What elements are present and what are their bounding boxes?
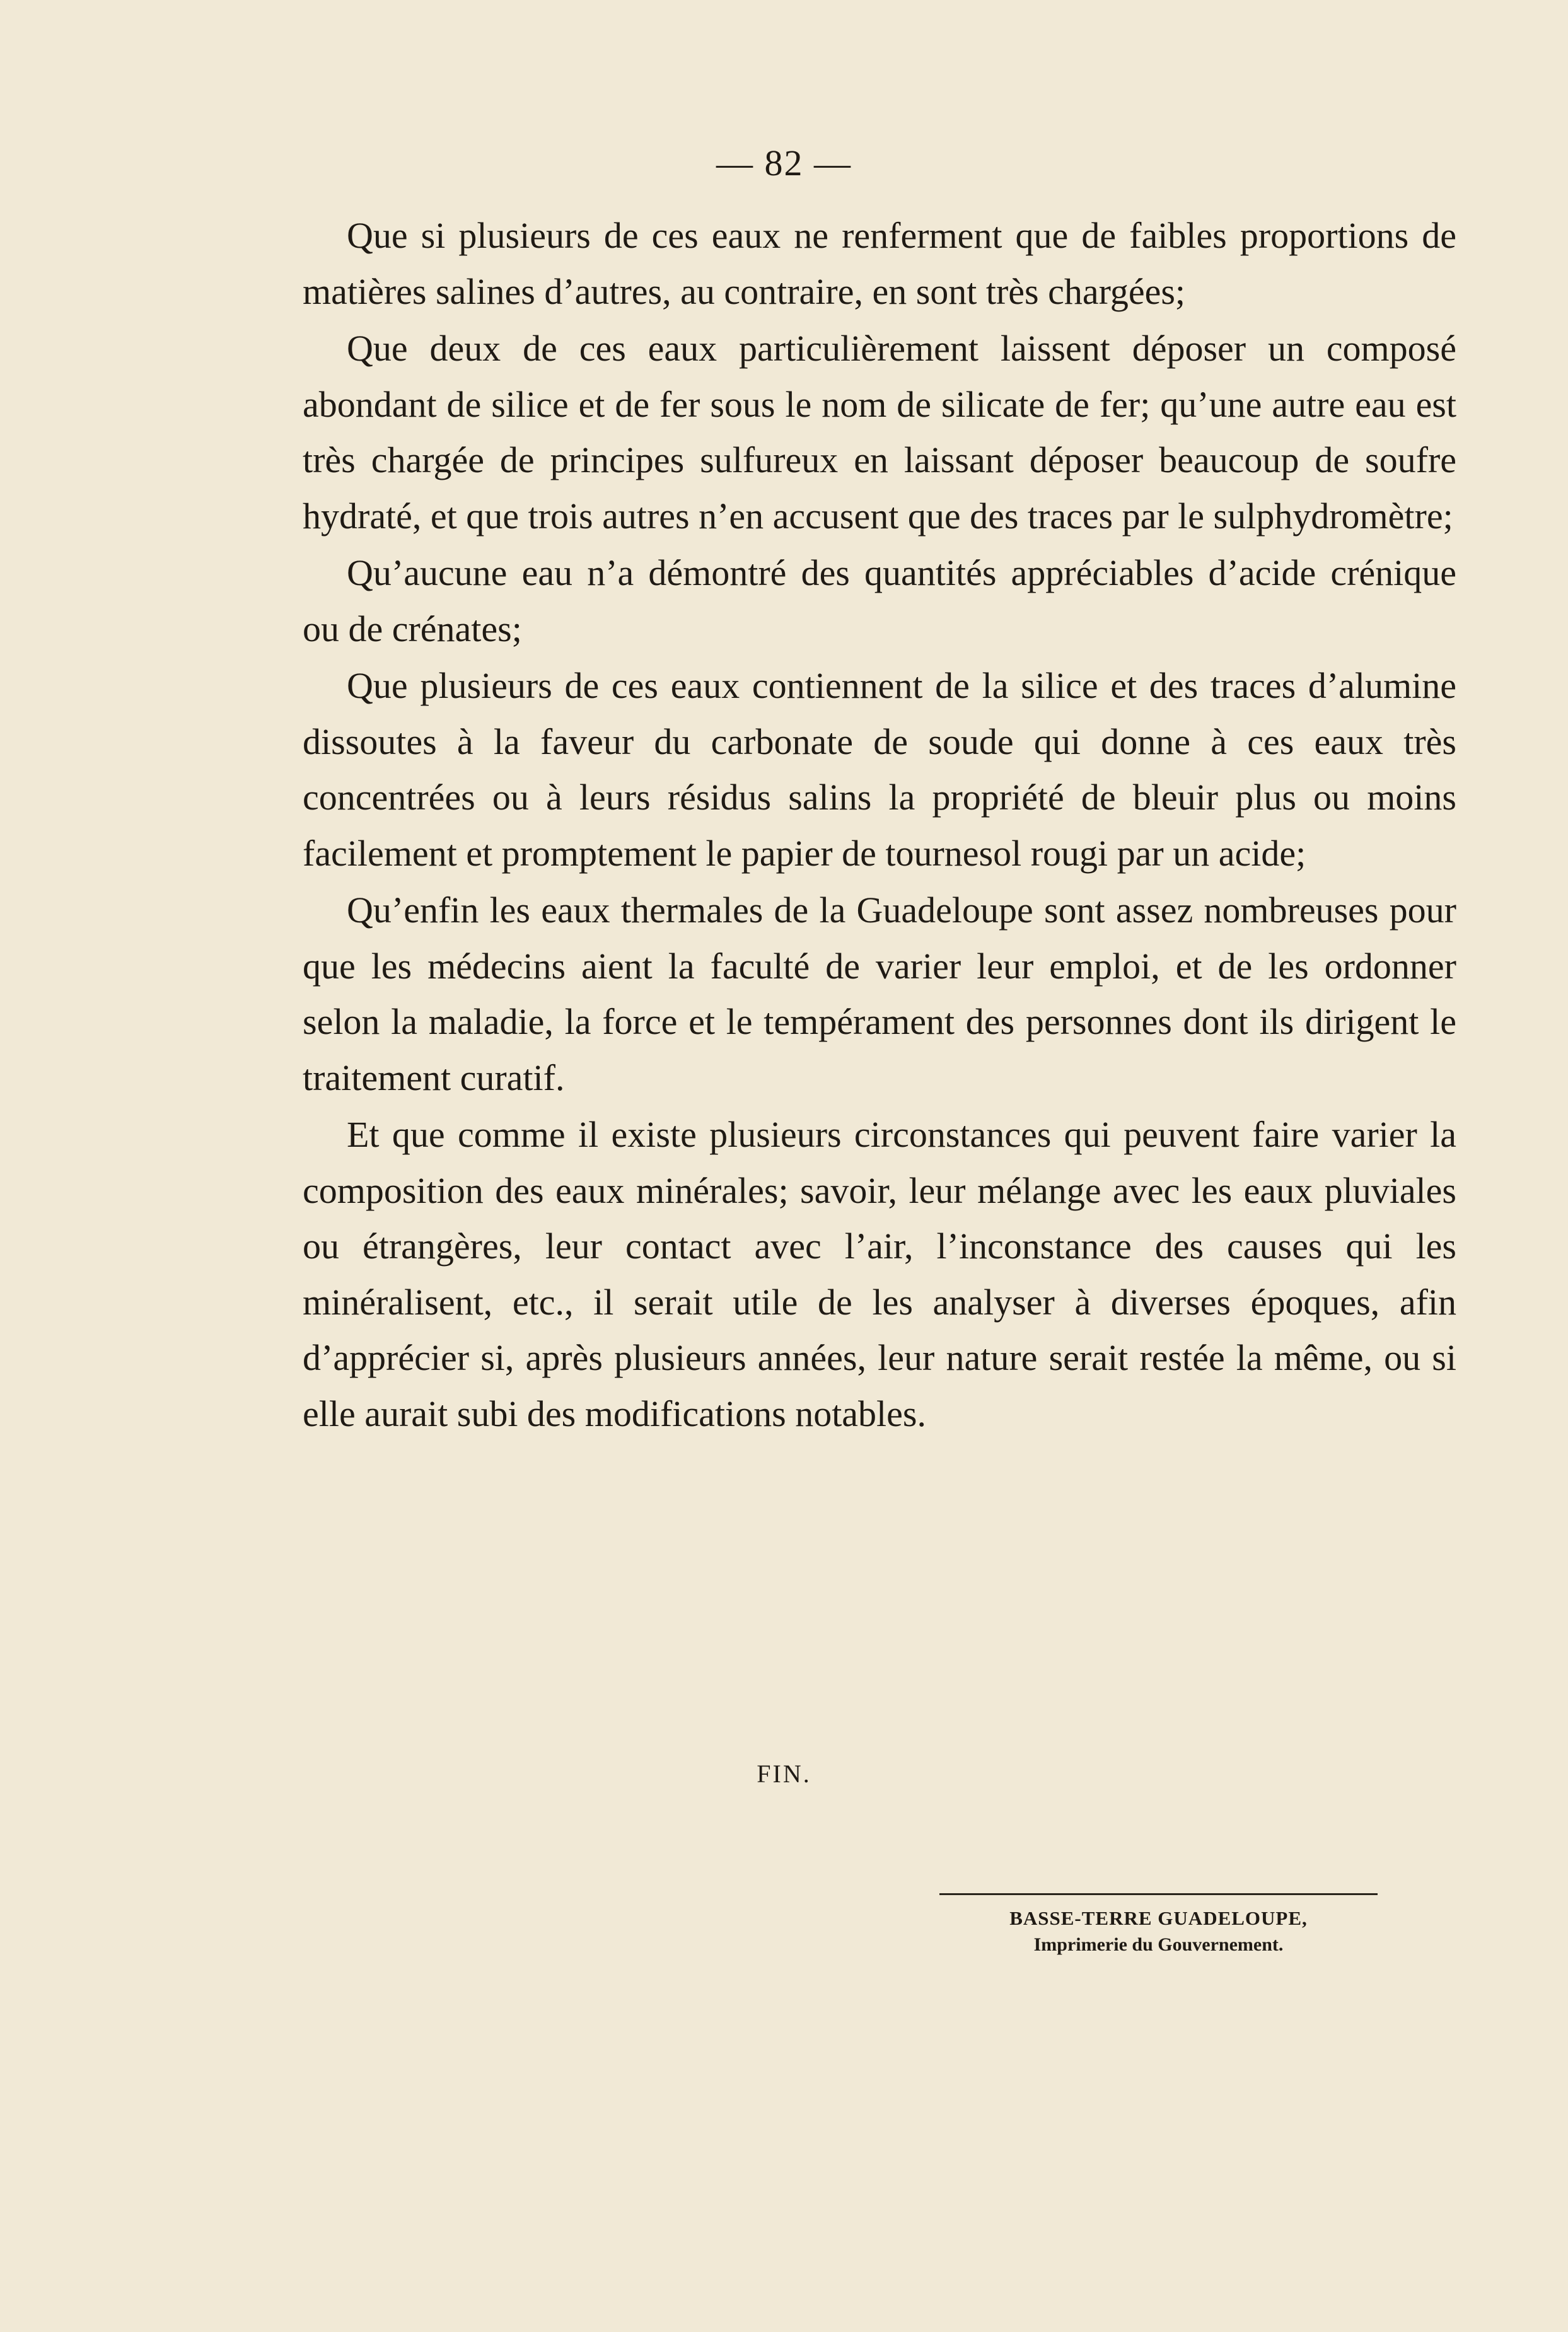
- paragraph: Que si plusieurs de ces eaux ne renferment que de faibles proportions de matières salines d’autres, au contraire, en sont très chargées;: [303, 215, 1456, 312]
- paragraph: Et que comme il existe plusieurs circonstances qui peuvent faire varier la composition des eaux minérales; savoir, leur mélange avec les eaux pluviales ou étrangères, leur contact avec l’air, l’inconstance des causes qui les minéralisent, etc., il serait utile de les analyser à diverses époques, afin d’apprécier si, après plusieurs années, leur nature serait restée la même, ou si elle aurait subi des modifications notables.: [303, 1114, 1456, 1434]
- imprint-place: BASSE-TERRE GUADELOUPE,: [1009, 1907, 1308, 1929]
- paragraph: Que plusieurs de ces eaux contiennent de la silice et des traces d’alumine dissoutes à la faveur du carbonate de soude qui donne à ces eaux très concentrées ou à leurs résidus salins la propriété de bleuir plus ou moins facilement et promptement le papier de tournesol rougi par un acide;: [303, 665, 1456, 874]
- imprint-divider: [939, 1893, 1378, 1895]
- paragraph: Qu’aucune eau n’a démontré des quantités appréciables d’acide crénique ou de crénates;: [303, 552, 1456, 649]
- body-text: [303, 208, 1456, 1443]
- paragraph: Qu’enfin les eaux thermales de la Guadeloupe sont assez nombreuses pour que les médecins aient la faculté de varier leur emploi, et de les ordonner selon la maladie, la force et le tempérament des personnes dont ils dirigent le traitement curatif.: [303, 890, 1456, 1098]
- page-number: — 82 —: [716, 142, 852, 183]
- printer-imprint: [939, 1905, 1378, 1958]
- fin-marker: FIN.: [757, 1760, 811, 1788]
- imprint-printer: Imprimerie du Gouvernement.: [1033, 1934, 1284, 1955]
- paragraph: Que deux de ces eaux particulièrement laissent déposer un composé abondant de silice et de fer sous le nom de silicate de fer; qu’une autre eau est très chargée de principes sulfureux en laissant déposer beaucoup de soufre hydraté, et que trois autres n’en accusent que des traces par le sulphydromètre;: [303, 328, 1456, 537]
